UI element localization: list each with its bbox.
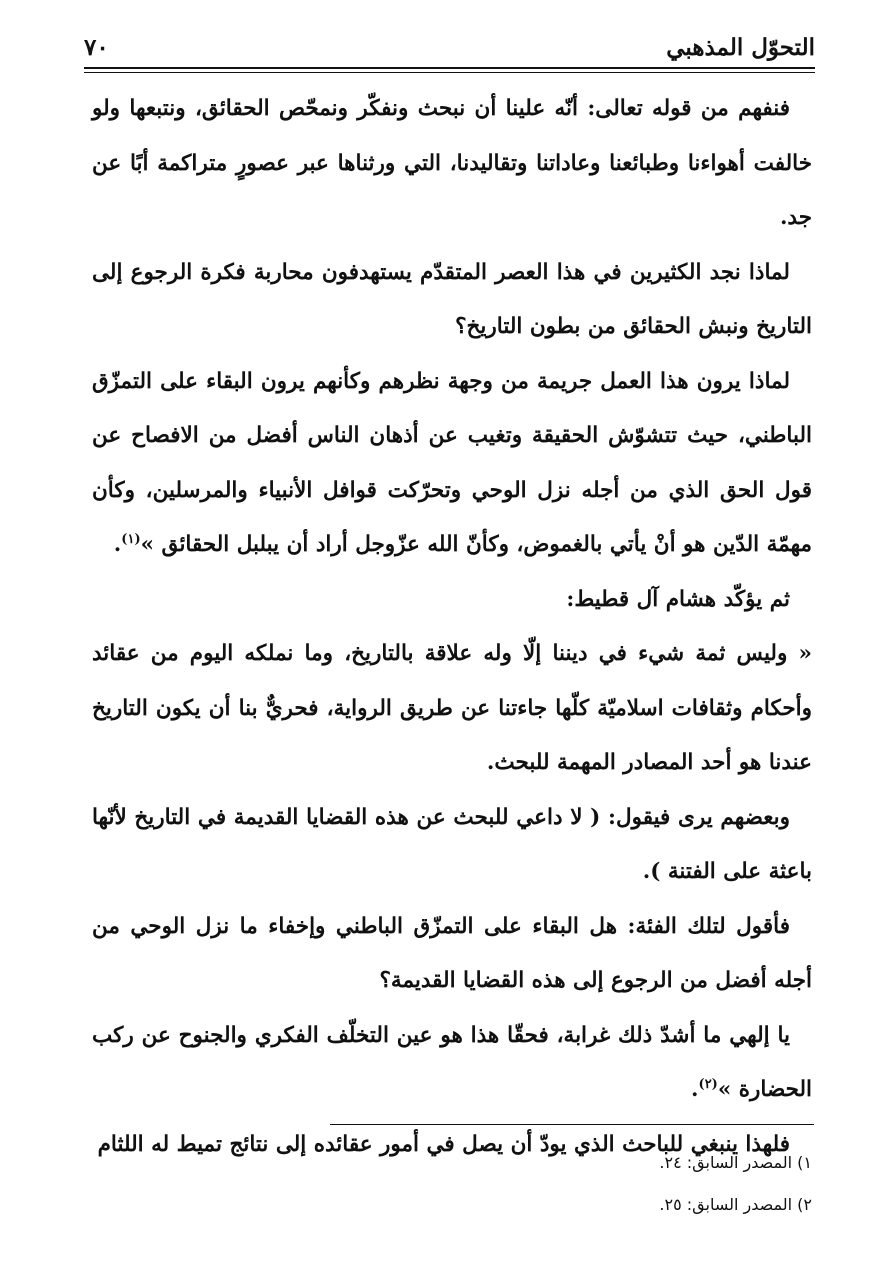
paragraph-text: فأقول لتلك الفئة: هل البقاء على التمزّق الباطني وإخفاء ما نزل الوحي من أجله أفضل من الرجوع إلى هذه القضايا القديمة؟ [92,913,812,993]
paragraph-7 [92,900,812,1009]
paragraph-text: لماذا نجد الكثيرين في هذا العصر المتقدّم يستهدفون محاربة فكرة الرجوع إلى التاريخ ونبش الحقائق من بطون التاريخ؟ [92,259,812,339]
paragraph-3 [92,355,812,573]
footnote-marker-tail: . [113,532,122,557]
paragraph-4 [92,573,812,628]
footnote-1: ١) المصدر السابق: ٢٤. [659,1153,812,1172]
paragraph-2 [92,246,812,355]
paragraph-text: ثم يؤكّد هشام آل قطيط: [566,586,790,612]
footnote-marker-tail: . [691,1077,699,1102]
paragraph-text: « وليس ثمة شيء في ديننا إلّا وله علاقة بالتاريخ، وما نملكه اليوم من عقائد وأحكام وثقافات اسلاميّة كلّها جاءتنا عن طريق الرواية، فحريٌّ بنا أن يكون التاريخ عندنا هو أحد المصادر المهمة للبحث. [92,641,812,775]
footnote-separator [330,1124,814,1125]
footnote-2: ٢) المصدر السابق: ٢٥. [659,1195,812,1214]
running-title: التحوّل المذهبي [666,34,815,61]
footnotes [330,1142,812,1226]
paragraph-text: لماذا يرون هذا العمل جريمة من وجهة نظرهم وكأنهم يرون البقاء على التمزّق الباطني، حيث تتشوّش الحقيقة وتغيب عن أذهان الناس أفضل من الافصاح عن قول الحق الذي من أجله نزل الوحي وتحرّكت قوافل الأنبياء والمرسلين، وكأن مهمّة الدّين هو أنْ يأتي بالغموض، وكأنّ الله عزّوجل أراد أن يبلبل الحقائق » [92,368,812,557]
paragraph-8 [92,1009,812,1118]
paragraph-text: يا إلهي ما أشدّ ذلك غرابة، فحقّا هذا هو عين التخلّف الفكري والجنوح عن ركب الحضارة » [92,1022,812,1102]
paragraph-text: وبعضهم يرى فيقول: ( لا داعي للبحث عن هذه القضايا القديمة في التاريخ لأنّها باعثة على الفتنة ). [92,804,812,884]
page-number: ٧٠ [84,34,109,61]
footnote-marker-1[interactable]: (١) [121,531,141,547]
paragraph-1 [92,82,812,246]
header-rule-thin [84,72,815,73]
paragraph-6 [92,791,812,900]
main-text [92,82,812,1172]
paragraph-5-quote [92,627,812,791]
footnote-marker-2[interactable]: (٢) [698,1076,718,1092]
paragraph-text: فلهذا ينبغي للباحث الذي يودّ أن يصل في أمور عقائده إلى نتائج تميط له اللثام [97,1131,790,1157]
header-rule [84,67,815,69]
running-header [84,28,815,70]
paragraph-text: فنفهم من قوله تعالى: أنّه علينا أن نبحث ونفكّر ونمحّص الحقائق، ونتبعها ولو خالفت أهواءنا وطبائعنا وعاداتنا وتقاليدنا، التي ورثناها عبر عصورٍ متراكمة أبًا عن جد. [92,96,812,230]
